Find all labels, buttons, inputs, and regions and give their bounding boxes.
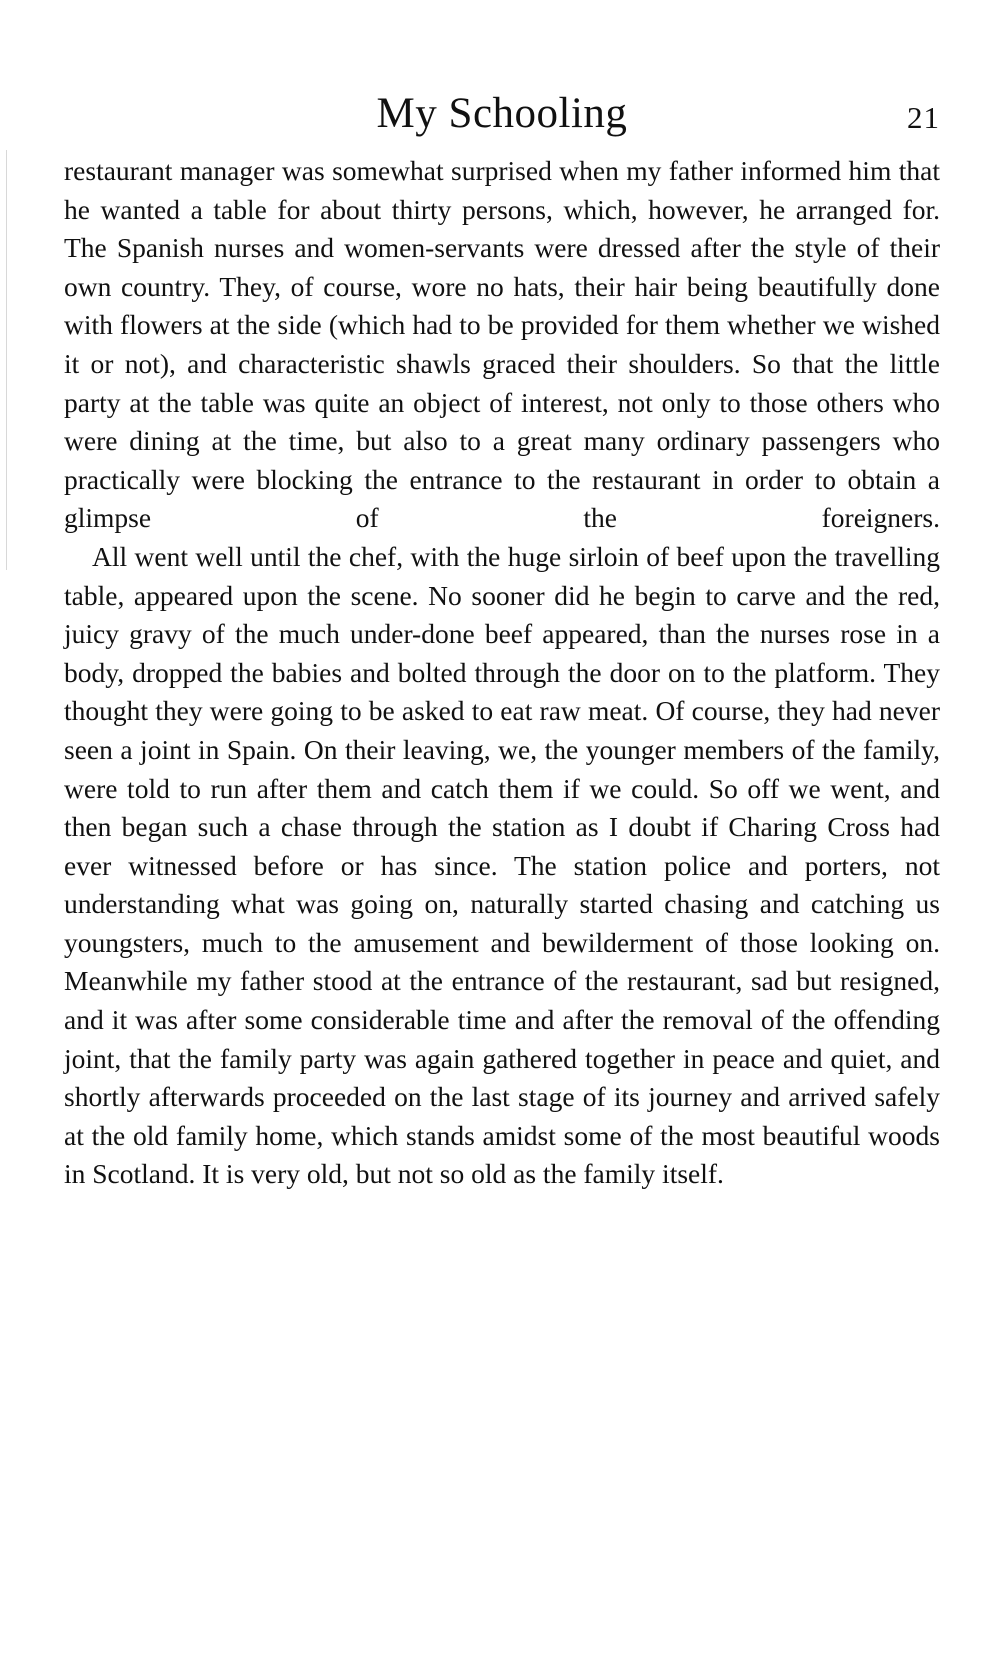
running-title: My Schooling [376,90,628,137]
paragraph-continued: restaurant manager was somewhat surprised when my father informed him that he wanted a table for about thirty persons, which, however, he arranged for. The Spanish nurses and women-servants were dressed after the style of their own country. They, of course, wore no hats, their hair being beautifully done with flowers at the side (which had to be provided for them whether we wished it or not), and characteristic shawls graced their shoulders. So that the little party at the table was quite an object of interest, not only to those others who were dining at the time, but also to a great many ordinary passengers who practically were blocking the entrance to the restaurant in order to obtain a glimpse of the foreigners. [64,155,940,534]
page-header [64,84,940,144]
page-number: 21 [907,100,940,135]
scan-edge-line [6,150,7,570]
paragraph: All went well until the chef, with the huge sirloin of beef upon the travelling table, appeared upon the scene. No sooner did he begin to carve and the red, juicy gravy of the much under-done beef appeared, than the nurses rose in a body, dropped the babies and bolted through the door on to the platform. They thought they were going to be asked to eat raw meat. Of course, they had never seen a joint in Spain. On their leaving, we, the younger members of the family, were told to run after them and catch them if we could. So off we went, and then began such a chase through the station as I doubt if Charing Cross had ever witnessed before or has since. The station police and porters, not understanding what was going on, naturally started chasing and catching us youngsters, much to the amusement and bewilderment of those looking on. Meanwhile my father stood at the entrance of the restaurant, sad but resigned, and it was after some considerable time and after the removal of the offending joint, that the family party was again gathered together in peace and quiet, and shortly afterwards proceeded on the last stage of its journey and arrived safely at the old family home, which stands amidst some of the most beautiful woods in Scotland. It is very old, but not so old as the family itself. [64,540,940,1190]
body-text [64,152,940,1194]
